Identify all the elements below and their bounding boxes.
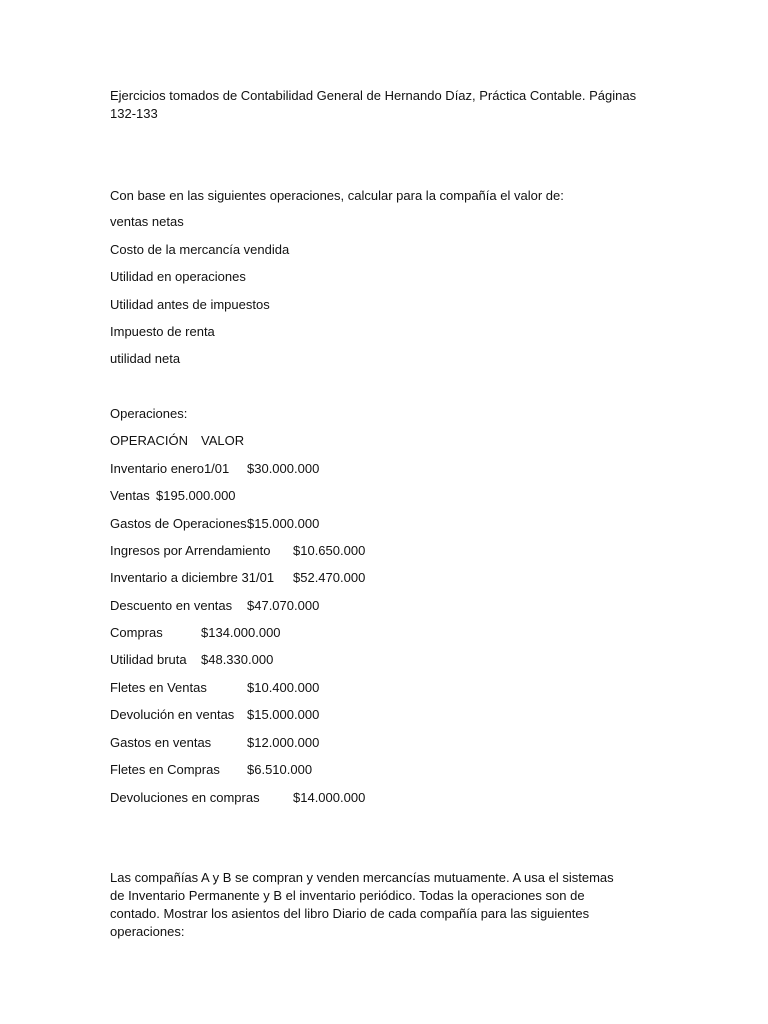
operation-label: Ingresos por Arrendamiento bbox=[110, 543, 271, 558]
operation-value: $134.000.000 bbox=[201, 625, 281, 640]
operation-label: Compras bbox=[110, 625, 163, 640]
closing-paragraph: Las compañías A y B se compran y venden mercancías mutuamente. A usa el sistemas de Inventario Permanente y B el inventario periódico. Todas la operaciones son de contado. Mostrar los asientos del libro Diario de cada compañía para las siguientes operaciones: bbox=[110, 870, 614, 939]
operation-value: $10.400.000 bbox=[247, 680, 320, 695]
list-item-utilidad-neta: utilidad neta bbox=[110, 351, 181, 366]
operation-label: Gastos en ventas bbox=[110, 735, 212, 750]
operation-value: $14.000.000 bbox=[293, 790, 366, 805]
operation-value: $15.000.000 bbox=[247, 516, 320, 531]
operation-value: $15.000.000 bbox=[247, 707, 320, 722]
operation-label: Ventas bbox=[110, 488, 150, 503]
column-header-operation: OPERACIÓN bbox=[110, 433, 189, 448]
operation-value: $195.000.000 bbox=[156, 488, 236, 503]
operation-label: Gastos de Operaciones bbox=[110, 516, 247, 531]
operation-label: Descuento en ventas bbox=[110, 598, 233, 613]
operation-value: $10.650.000 bbox=[293, 543, 366, 558]
operation-label: Devoluciones en compras bbox=[110, 790, 260, 805]
operation-label: Inventario a diciembre 31/01 bbox=[110, 570, 275, 585]
operation-label: Fletes en Compras bbox=[110, 762, 220, 777]
operation-value: $30.000.000 bbox=[247, 461, 320, 476]
column-header-value: VALOR bbox=[201, 433, 245, 448]
operation-label: Devolución en ventas bbox=[110, 707, 235, 722]
operation-value: $6.510.000 bbox=[247, 762, 313, 777]
operation-value: $12.000.000 bbox=[247, 735, 320, 750]
operation-value: $48.330.000 bbox=[201, 652, 274, 667]
list-item-utilidad-operaciones: Utilidad en operaciones bbox=[110, 269, 246, 284]
list-item-ventas-netas: ventas netas bbox=[110, 214, 184, 229]
list-item-impuesto-renta: Impuesto de renta bbox=[110, 324, 215, 339]
document-title: Ejercicios tomados de Contabilidad General de Hernando Díaz, Práctica Contable. Páginas 132-133 bbox=[110, 88, 637, 121]
operation-label: Fletes en Ventas bbox=[110, 680, 207, 695]
operation-label: Inventario enero1/01 bbox=[110, 461, 230, 476]
list-item-utilidad-antes-impuestos: Utilidad antes de impuestos bbox=[110, 297, 270, 312]
operation-value: $47.070.000 bbox=[247, 598, 320, 613]
operation-value: $52.470.000 bbox=[293, 570, 366, 585]
list-item-costo-mercancia: Costo de la mercancía vendida bbox=[110, 242, 290, 257]
intro-prompt: Con base en las siguientes operaciones, calcular para la compañía el valor de: bbox=[110, 188, 564, 203]
operations-heading: Operaciones: bbox=[110, 406, 188, 421]
operation-label: Utilidad bruta bbox=[110, 652, 187, 667]
